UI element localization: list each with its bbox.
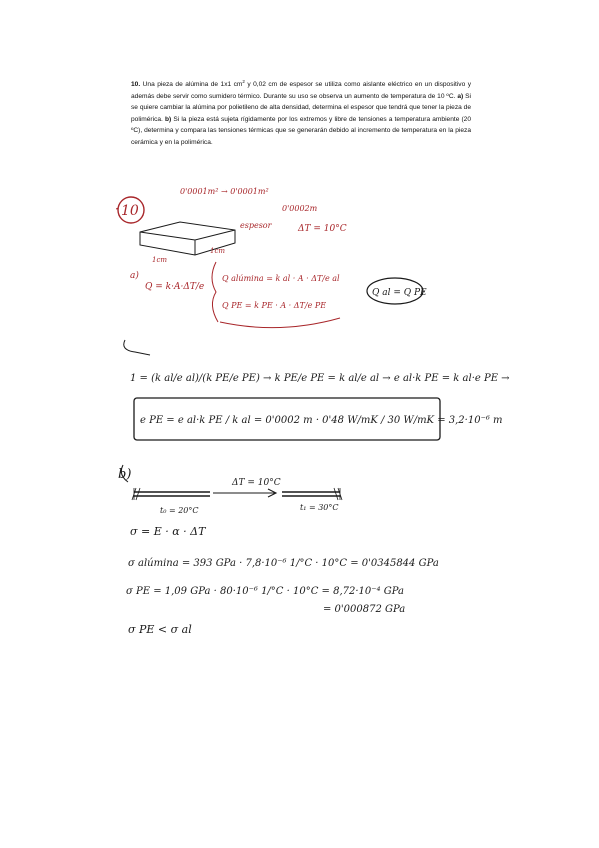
heat-pe: Q PE = k PE · A · ΔT/e PE	[222, 301, 327, 310]
statement-part-3: Si se quiere cambiar la alúmina por polietileno de alta densidad, determina el espesor que tendrá que tener la pieza de polimérica.	[131, 92, 471, 123]
b-delta-t: ΔT = 10°C	[232, 478, 281, 488]
final-temp: t₁ = 30°C	[300, 503, 339, 512]
stress-pe-decimal: = 0'000872 GPa	[323, 604, 406, 615]
delta-t-note: ΔT = 10°C	[298, 224, 347, 234]
problem-number: 10.	[131, 81, 141, 89]
heat-equality: Q al = Q PE	[372, 288, 427, 298]
label-a: a)	[457, 92, 464, 100]
statement-part-2: y 0,02 cm de espesor se utiliza como aislante eléctrico en un dispositivo y además debe servir como sumidero térmico. Durante su uso se observa un aumento de temperatura de 10 ºC.	[131, 81, 472, 100]
heat-alumina: Q alúmina = k al · A · ΔT/e al	[222, 274, 340, 283]
area-note: 0'0001m² → 0'0001m²	[180, 187, 269, 196]
bar-after	[282, 492, 340, 496]
superscript-2: 2	[242, 79, 245, 84]
stress-formula: σ = E · α · ΔT	[130, 525, 206, 538]
stress-pe: σ PE = 1,09 GPa · 80·10⁻⁶ 1/°C · 10°C = 8,72·10⁻⁴ GPa	[126, 586, 404, 597]
thickness-label: espesor	[240, 221, 272, 230]
svg-text:·: ·	[115, 202, 119, 216]
side-1: 1cm	[152, 256, 168, 264]
initial-temp: t₀ = 20°C	[160, 506, 199, 515]
part-a-label: a)	[130, 271, 139, 281]
thickness-result: e PE = e al·k PE / k al = 0'0002 m · 0'48 W/mK / 30 W/mK = 3,2·10⁻⁶ m	[140, 415, 503, 426]
part-b-label: b)	[118, 467, 132, 482]
label-b: b)	[165, 115, 172, 123]
statement-part-4: Si la pieza está sujeta rígidamente por los extremos y libre de tensiones a temperatura ambiente (20 ºC), determina y compara las tensiones térmicas que se generarán debido al incremento de temperatura en la pieza cerámica y en la polimérica.	[131, 115, 472, 146]
thickness-note: 0'0002m	[282, 204, 318, 213]
stress-alumina: σ alúmina = 393 GPa · 7,8·10⁻⁶ 1/°C · 10°C = 0'0345844 GPa	[128, 558, 439, 569]
circled-number: 10	[121, 203, 139, 219]
side-2: 1cm	[210, 247, 226, 255]
comparison: σ PE < σ al	[128, 623, 192, 636]
ratio-derivation: 1 = (k al/e al)/(k PE/e PE) → k PE/e PE = k al/e al → e al·k PE = k al·e PE →	[130, 373, 510, 384]
arrow	[213, 489, 276, 497]
heat-equation: Q = k·A·ΔT/e	[145, 282, 205, 292]
bar-before	[134, 492, 210, 496]
statement-part-1: Una pieza de alúmina de 1x1 cm	[142, 81, 243, 89]
